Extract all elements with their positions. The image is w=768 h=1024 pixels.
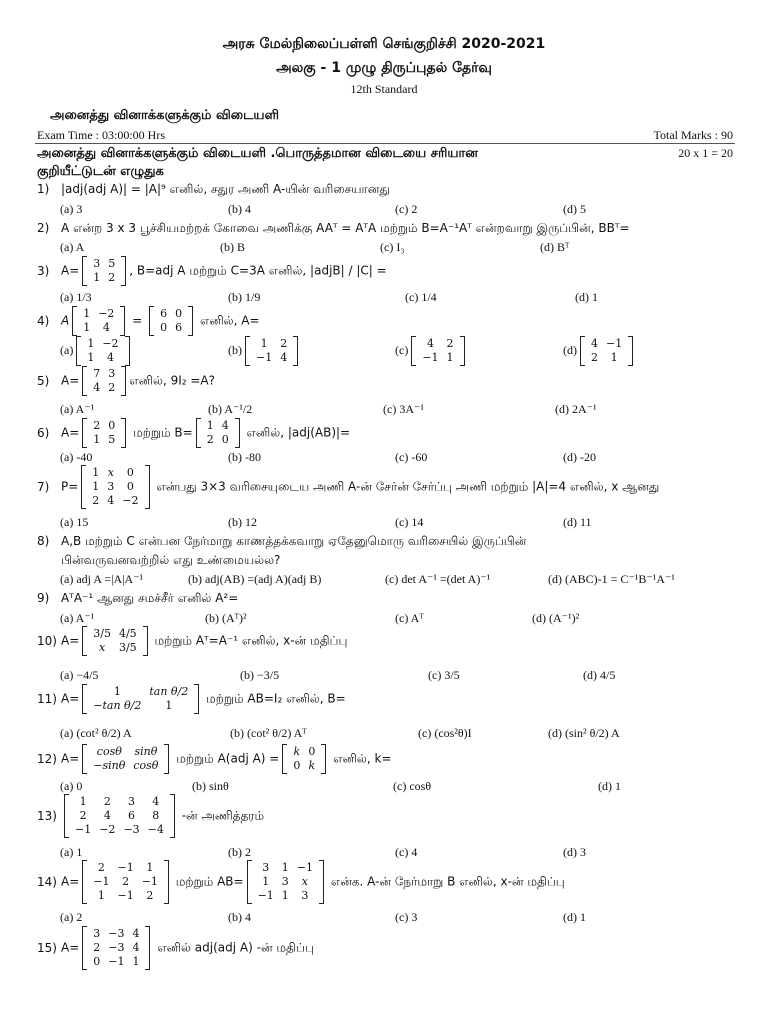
q12-option-b: (b) sinθ xyxy=(192,779,229,793)
question-10: 10) A= 3/5 4/5 x 3/5 மற்றும் Aᵀ=A⁻¹ எனில், x-ன் மதிப்பு xyxy=(37,627,348,654)
q9-option-d: (d) (A⁻¹)² xyxy=(532,611,580,625)
header-divider xyxy=(35,143,735,144)
q4-option-b: (b) 1 2 −1 4 xyxy=(228,336,301,366)
q2-option-b: (b) B xyxy=(220,240,245,254)
q1-option-d: (d) 5 xyxy=(563,202,586,216)
q5-matrix-a: 7 3 4 2 xyxy=(82,366,126,396)
q8-option-a: (a) adj A =|A|A⁻¹ xyxy=(60,572,144,586)
q6-option-b: (b) -80 xyxy=(228,450,261,464)
question-9: 9) AᵀA⁻¹ ஆனது சமச்சீர் எனில் A²= xyxy=(37,591,239,605)
total-marks: Total Marks : 90 xyxy=(653,128,733,142)
section-marks: 20 x 1 = 20 xyxy=(678,146,733,160)
standard-label: 12th Standard xyxy=(350,82,418,96)
question-1: 1) |adj(adj A)| = |A|⁹ எனில், சதுர அணி A-யின் வரிசையானது xyxy=(37,182,390,196)
q10-option-b: (b) −3/5 xyxy=(240,668,280,682)
q8-option-c: (c) det A⁻¹ =(det A)⁻¹ xyxy=(385,572,491,586)
q13-option-a: (a) 1 xyxy=(60,845,83,859)
question-12: 12) A= cosθ sinθ −sinθ cosθ மற்றும் A(adj A) = k 0 0 k எனில், k= xyxy=(37,745,392,772)
q7-option-d: (d) 11 xyxy=(563,515,592,529)
q14-option-b: (b) 4 xyxy=(228,910,251,924)
q11-option-b: (b) (cot² θ/2) Aᵀ xyxy=(230,726,307,740)
question-13: 13) 1 2 3 4 2 4 6 8 −1 −2 −3 −4 -ன் அணித்தரம் xyxy=(37,795,265,836)
q3-option-d: (d) 1 xyxy=(575,290,598,304)
q3-matrix-a: 3 5 1 2 xyxy=(82,256,126,286)
q10-matrix-a: 3/5 4/5 x 3/5 xyxy=(82,626,147,656)
q14-matrix-b: 3 1 −1 1 3 x −1 1 3 xyxy=(247,860,324,904)
question-15: 15) A= 3 −3 4 2 −3 4 0 −1 1 எனில் adj(adj A) -ன் மதிப்பு xyxy=(37,927,314,968)
q5-option-b: (b) A⁻¹/2 xyxy=(208,402,253,416)
q10-option-c: (c) 3/5 xyxy=(428,668,460,682)
question-4: 4) A 1 −2 1 4 = 6 0 0 6 எனில், A= xyxy=(37,307,260,334)
q12-option-c: (c) cosθ xyxy=(393,779,432,793)
q5-option-c: (c) 3A⁻¹ xyxy=(383,402,424,416)
q13-option-c: (c) 4 xyxy=(395,845,418,859)
question-8: 8) A,B மற்றும் C என்பன நேர்மாறு காணத்தக்கவாறு ஏதேனுமொரு வரிசையில் இருப்பின் xyxy=(37,534,527,548)
q2-option-c: (c) I₃ xyxy=(380,240,405,254)
q5-option-d: (d) 2A⁻¹ xyxy=(555,402,597,416)
q6-matrix-a: 2 0 1 5 xyxy=(82,418,126,448)
q10-option-a: (a) −4/5 xyxy=(60,668,99,682)
q11-option-c: (c) (cos²θ)I xyxy=(418,726,472,740)
q9-option-a: (a) A⁻¹ xyxy=(60,611,95,625)
question-3: 3) A= 3 5 1 2 , B=adj A மற்றும் C=3A எனில், |adjB| / |C| = xyxy=(37,257,387,284)
q11-option-a: (a) (cot² θ/2) A xyxy=(60,726,132,740)
exam-title: அலகு - 1 முழு திருப்புதல் தேர்வு xyxy=(276,60,492,76)
q4-option-d: (d) 4 −1 2 1 xyxy=(563,336,636,366)
q15-matrix-a: 3 −3 4 2 −3 4 0 −1 1 xyxy=(82,926,150,970)
question-2: 2) A என்ற 3 x 3 பூச்சியமற்றக் கோவை அணிக்கு AAᵀ = AᵀA மற்றும் B=A⁻¹Aᵀ என்றவாறு இருப்பின், BBᵀ= xyxy=(37,221,630,235)
q14-option-a: (a) 2 xyxy=(60,910,83,924)
question-11: 11) A= 1 tan θ/2 −tan θ/2 1 மற்றும் AB=I₂ எனில், B= xyxy=(37,685,346,712)
q6-option-d: (d) -20 xyxy=(563,450,596,464)
q7-option-a: (a) 15 xyxy=(60,515,89,529)
exam-time: Exam Time : 03:00:00 Hrs xyxy=(37,128,166,142)
q5-option-a: (a) A⁻¹ xyxy=(60,402,95,416)
q2-option-d: (d) Bᵀ xyxy=(540,240,570,254)
q3-option-b: (b) 1/9 xyxy=(228,290,261,304)
section-instruction-2: குறியீட்டுடன் எழுதுக xyxy=(37,164,164,179)
q8-option-b: (b) adj(AB) =(adj A)(adj B) xyxy=(188,572,322,586)
school-title: அரசு மேல்நிலைப்பள்ளி செங்குறிச்சி 2020-2021 xyxy=(222,36,546,52)
q12-option-a: (a) 0 xyxy=(60,779,83,793)
question-8-line2: பின்வருவனவற்றில் எது உண்மையல்ல? xyxy=(61,553,281,567)
q7-option-b: (b) 12 xyxy=(228,515,257,529)
q1-option-a: (a) 3 xyxy=(60,202,83,216)
q4-option-a: (a) 1 −2 1 4 xyxy=(60,336,133,366)
question-14: 14) A= 2 −1 1 −1 2 −1 1 −1 2 மற்றும் AB= 3 1 −1 1 3 x −1 1 3 என்க. A-ன் நேர்மாறு B எனில், x-ன் மதிப்பு xyxy=(37,861,565,902)
question-6: 6) A= 2 0 1 5 மற்றும் B= 1 4 2 0 எனில், |adj(AB)|= xyxy=(37,419,351,446)
q1-option-b: (b) 4 xyxy=(228,202,251,216)
q4-option-c: (c) 4 2 −1 1 xyxy=(395,336,468,366)
q13-matrix: 1 2 3 4 2 4 6 8 −1 −2 −3 −4 xyxy=(64,794,175,838)
q3-option-c: (c) 1/4 xyxy=(405,290,437,304)
q6-option-c: (c) -60 xyxy=(395,450,428,464)
q8-option-d: (d) (ABC)-1 = C⁻¹B⁻¹A⁻¹ xyxy=(548,572,675,586)
q14-matrix-a: 2 −1 1 −1 2 −1 1 −1 2 xyxy=(82,860,169,904)
q14-option-d: (d) 1 xyxy=(563,910,586,924)
q13-option-d: (d) 3 xyxy=(563,845,586,859)
q7-option-c: (c) 14 xyxy=(395,515,424,529)
q12-matrix-a: cosθ sinθ −sinθ cosθ xyxy=(82,744,169,774)
q12-option-d: (d) 1 xyxy=(598,779,621,793)
q10-option-d: (d) 4/5 xyxy=(583,668,616,682)
q4-matrix-a: 1 −2 1 4 xyxy=(72,306,125,336)
q11-matrix-a: 1 tan θ/2 −tan θ/2 1 xyxy=(82,684,199,714)
section-instruction-1: அனைத்து வினாக்களுக்கும் விடையளி .பொருத்தமான விடையை சரியான xyxy=(37,146,478,161)
q4-matrix-b: 6 0 0 6 xyxy=(149,306,193,336)
instruction-heading: அனைத்து வினாக்களுக்கும் விடையளி xyxy=(50,108,279,123)
q7-matrix-p: 1 x 0 1 3 0 2 4 −2 xyxy=(81,465,149,509)
question-5: 5) A= 7 3 4 2 எனில், 9I₂ =A? xyxy=(37,367,216,394)
q11-option-d: (d) (sin² θ/2) A xyxy=(548,726,620,740)
q12-matrix-b: k 0 0 k xyxy=(282,744,326,774)
q3-option-a: (a) 1/3 xyxy=(60,290,92,304)
q2-option-a: (a) A xyxy=(60,240,85,254)
q14-option-c: (c) 3 xyxy=(395,910,418,924)
q13-option-b: (b) 2 xyxy=(228,845,251,859)
q6-option-a: (a) -40 xyxy=(60,450,93,464)
q1-option-c: (c) 2 xyxy=(395,202,418,216)
q9-option-c: (c) Aᵀ xyxy=(395,611,424,625)
q9-option-b: (b) (Aᵀ)² xyxy=(205,611,247,625)
question-7: 7) P= 1 x 0 1 3 0 2 4 −2 என்பது 3×3 வரிசையுடைய அணி A-ன் சேர்ன் சேர்ப்பு அணி மற்றும் |A|=4 எனில், x ஆனது xyxy=(37,466,660,507)
q6-matrix-b: 1 4 2 0 xyxy=(196,418,240,448)
